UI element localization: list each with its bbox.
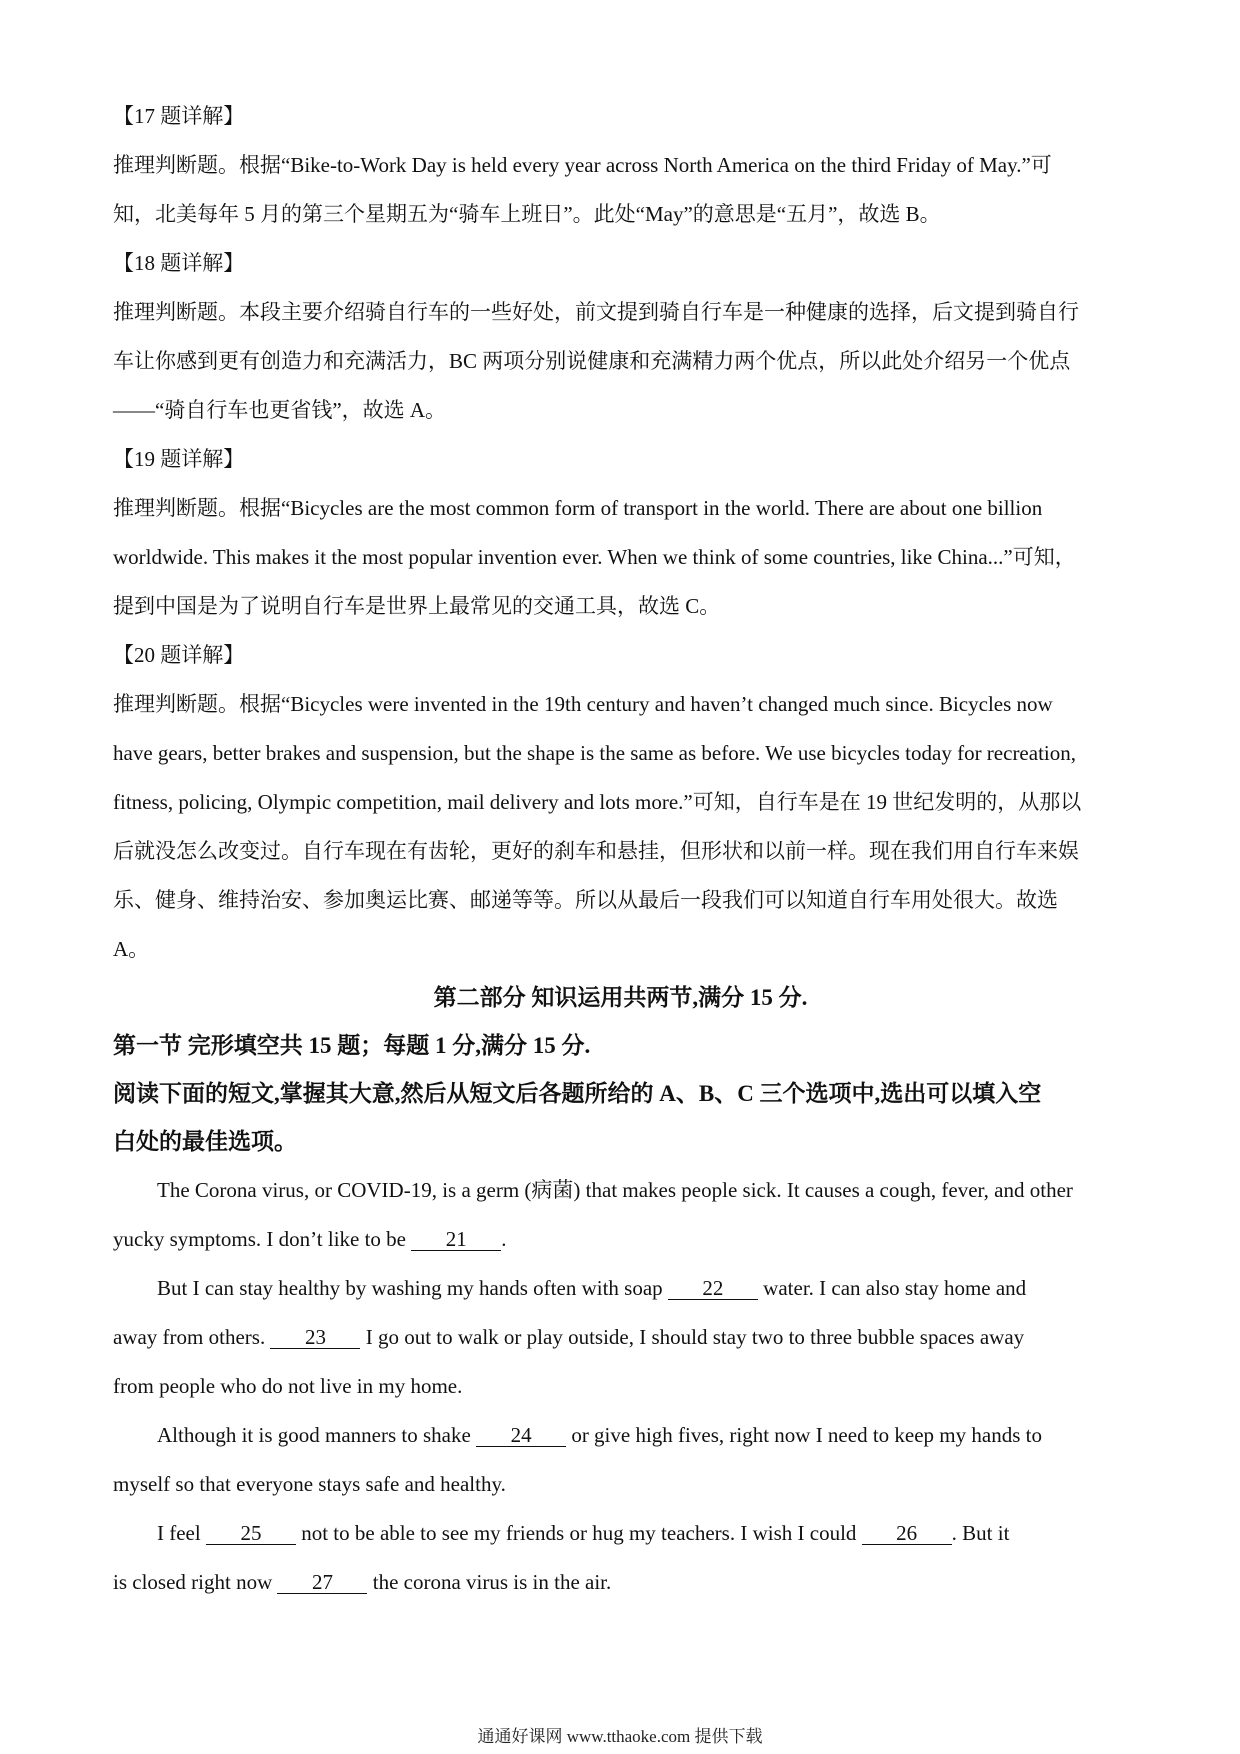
blank-22: 22	[668, 1277, 758, 1300]
q20-line-1: 推理判断题。根据“Bicycles were invented in the 19th century and haven’t changed much since. Bicycles now	[113, 692, 1053, 716]
q17-heading: 【17 题详解】	[113, 104, 245, 128]
q18-heading: 【18 题详解】	[113, 251, 245, 275]
q19-line-2: worldwide. This makes it the most popular invention ever. When we think of some countries, like China...”可知，	[113, 545, 1076, 569]
passage-p3-line-2: myself so that everyone stays safe and healthy.	[113, 1472, 506, 1496]
passage-text: .	[501, 1227, 507, 1251]
blank-27: 27	[277, 1571, 367, 1594]
q20-line-3: fitness, policing, Olympic competition, mail delivery and lots more.”可知，自行车是在 19 世纪发明的，从那以	[113, 790, 1082, 814]
passage-text: the corona virus is in the air.	[367, 1570, 612, 1594]
q18-line-1: 推理判断题。本段主要介绍骑自行车的一些好处，前文提到骑自行车是一种健康的选择，后文提到骑自行	[113, 300, 1079, 324]
blank-23: 23	[270, 1326, 360, 1349]
q18-line-2: 车让你感到更有创造力和充满活力，BC 两项分别说健康和充满精力两个优点，所以此处介绍另一个优点	[113, 349, 1071, 373]
q17-line-1: 推理判断题。根据“Bike-to-Work Day is held every year across North America on the third Friday of May.”可	[113, 153, 1052, 177]
passage-text: Although it is good manners to shake	[157, 1423, 477, 1447]
passage-p2-line-1	[113, 1264, 1128, 1313]
q18-line-3: ——“骑自行车也更省钱”，故选 A。	[113, 398, 447, 422]
blank-21: 21	[411, 1228, 501, 1251]
passage-p2-line-3: from people who do not live in my home.	[113, 1374, 463, 1398]
passage-text: But I can stay healthy by washing my hands often with soap	[157, 1276, 668, 1300]
passage-text: water. I can also stay home and	[757, 1276, 1027, 1300]
passage-text: I go out to walk or play outside, I should stay two to three bubble spaces away	[360, 1325, 1025, 1349]
passage-text: yucky symptoms. I don’t like to be	[113, 1227, 412, 1251]
q20-line-5: 乐、健身、维持治安、参加奥运比赛、邮递等等。所以从最后一段我们可以知道自行车用处很大。故选	[113, 888, 1058, 912]
instruction-line-2: 白处的最佳选项。	[113, 1129, 297, 1154]
part2-title: 第二部分 知识运用共两节,满分 15 分.	[433, 985, 808, 1010]
q19-line-1: 推理判断题。根据“Bicycles are the most common form of transport in the world. There are about one billion	[113, 496, 1043, 520]
passage-text: not to be able to see my friends or hug my teachers. I wish I could	[295, 1521, 862, 1545]
passage-text: I feel	[157, 1521, 206, 1545]
q19-line-3: 提到中国是为了说明自行车是世界上最常见的交通工具，故选 C。	[113, 594, 721, 618]
passage-text: away from others.	[113, 1325, 271, 1349]
passage-p3-line-1	[113, 1411, 1128, 1460]
q20-line-4: 后就没怎么改变过。自行车现在有齿轮，更好的刹车和悬挂，但形状和以前一样。现在我们用自行车来娱	[113, 839, 1079, 863]
blank-25: 25	[206, 1522, 296, 1545]
page-content	[113, 92, 1128, 1607]
blank-24: 24	[476, 1424, 566, 1447]
blank-26: 26	[862, 1522, 952, 1545]
q17-line-2: 知，北美每年 5 月的第三个星期五为“骑车上班日”。此处“May”的意思是“五月”，故选 B。	[113, 202, 941, 226]
q20-heading: 【20 题详解】	[113, 643, 245, 667]
q19-heading: 【19 题详解】	[113, 447, 245, 471]
passage-p4-line-1	[113, 1509, 1128, 1558]
passage-text: . But it	[951, 1521, 1010, 1545]
passage-p1-line-2	[113, 1215, 1128, 1264]
instruction-line-1: 阅读下面的短文,掌握其大意,然后从短文后各题所给的 A、B、C 三个选项中,选出可以填入空	[113, 1081, 1042, 1106]
passage-text: is closed right now	[113, 1570, 278, 1594]
passage-p2-line-2	[113, 1313, 1128, 1362]
passage-p4-line-2	[113, 1558, 1128, 1607]
q20-line-6: A。	[113, 937, 150, 961]
section1-title: 第一节 完形填空共 15 题；每题 1 分,满分 15 分.	[113, 1033, 591, 1058]
page-footer: 通通好课网 www.tthaoke.com 提供下载	[477, 1727, 763, 1746]
passage-text: or give high fives, right now I need to keep my hands to	[566, 1423, 1042, 1447]
q20-line-2: have gears, better brakes and suspension, but the shape is the same as before. We use bicycles today for recreation,	[113, 741, 1076, 765]
passage-p1-line-1: The Corona virus, or COVID-19, is a germ (病菌) that makes people sick. It causes a cough, fever, and other	[157, 1178, 1073, 1202]
